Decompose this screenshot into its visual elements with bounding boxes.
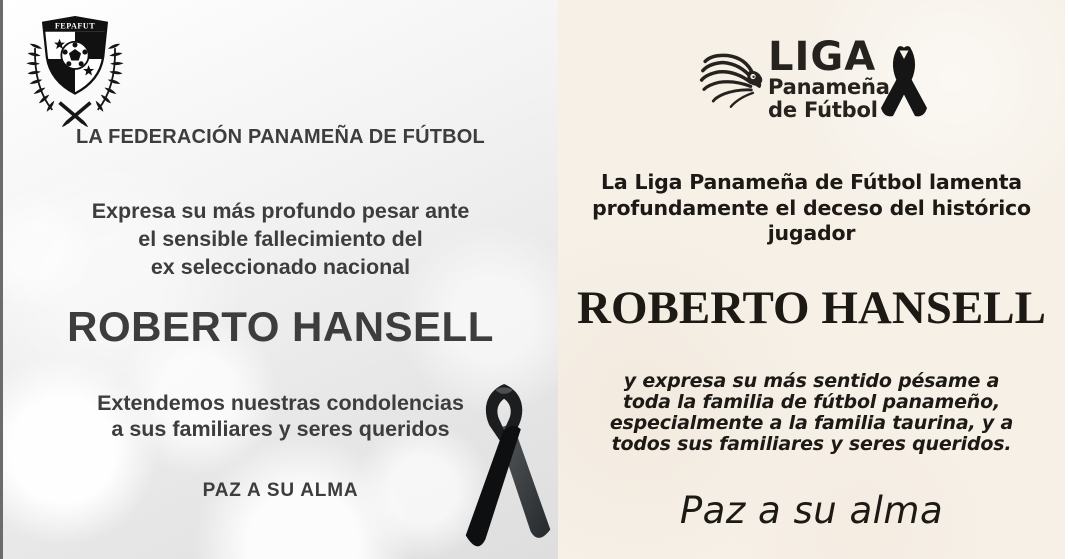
- eagle-head-icon: [697, 36, 767, 124]
- message-line: La Liga Panameña de Fútbol lamenta: [601, 170, 1022, 194]
- closing-text: PAZ A SU ALMA: [202, 480, 359, 501]
- soccer-ball: [61, 42, 88, 69]
- liga-wordmark-line1: LIGA: [768, 34, 877, 80]
- message-line: el sensible fallecimiento del: [138, 227, 423, 251]
- player-name: ROBERTO HANSELL: [577, 282, 1046, 334]
- player-name: ROBERTO HANSELL: [67, 303, 494, 350]
- condolences-line: toda la familia de fútbol panameño,: [623, 391, 1000, 413]
- mourning-ribbon-icon: [459, 382, 559, 559]
- message-line: Expresa su más profundo pesar ante: [91, 199, 470, 223]
- mourning-ribbon-icon: [874, 42, 934, 122]
- condolences-line: y expresa su más sentido pésame a: [623, 370, 1000, 392]
- message-line: ex seleccionado nacional: [150, 255, 411, 279]
- fepafut-crest-icon: [25, 8, 125, 130]
- condolences-line: todos sus familiares y seres queridos.: [611, 433, 1012, 455]
- liga-wordmark: [768, 34, 890, 122]
- message-line: jugador: [767, 221, 856, 245]
- condolences-line: Extendemos nuestras condolencias: [97, 391, 464, 415]
- condolences-line: a sus familiares y seres queridos: [111, 417, 450, 441]
- closing-text: Paz a su alma: [679, 489, 944, 532]
- crest-wordmark: FEPAFUT: [54, 21, 96, 31]
- liga-wordmark-line2: Panameña: [768, 75, 890, 99]
- shield: [41, 15, 108, 95]
- message-line: profundamente el deceso del histórico: [592, 195, 1031, 220]
- liga-card: [558, 0, 1065, 559]
- condolences-text: [558, 371, 1065, 455]
- condolence-message: [3, 197, 558, 281]
- federation-title: LA FEDERACIÓN PANAMEÑA DE FÚTBOL: [76, 126, 485, 148]
- condolences-line: especialmente a la familia taurina, y a: [609, 412, 1014, 434]
- lament-message: [558, 170, 1065, 247]
- liga-wordmark-line3: de Fútbol: [768, 98, 878, 122]
- liga-logo-row: [558, 30, 1065, 130]
